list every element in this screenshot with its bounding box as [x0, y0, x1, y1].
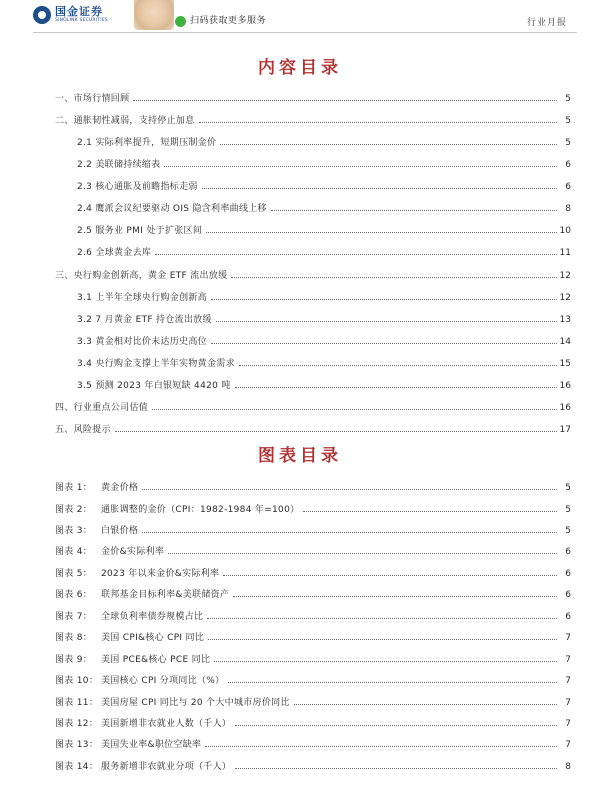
qr-code-area[interactable]	[122, 0, 182, 30]
figure-entry-label: 美国 PCE&核心 PCE 同比	[101, 655, 211, 665]
figure-entry[interactable]	[55, 651, 571, 665]
toc-entry-page: 15	[559, 359, 571, 369]
figure-entry[interactable]	[55, 694, 571, 708]
figure-dot-leader	[303, 510, 557, 512]
toc-entry-page: 8	[565, 204, 571, 214]
figure-entry-label: 黄金价格	[101, 483, 139, 493]
toc-entry-page: 12	[559, 271, 571, 281]
toc-entry-page: 17	[559, 425, 571, 435]
toc-entry-page: 6	[565, 182, 571, 192]
toc-dot-leader	[211, 342, 557, 344]
figure-entry-page: 7	[565, 719, 571, 729]
toc-entry-label: 三、央行购金创新高，黄金 ETF 流出放缓	[55, 271, 228, 281]
toc-entry-label: 2.3 核心通胀及前瞻指标走弱	[77, 182, 198, 192]
figure-entry-label: 金价&实际利率	[101, 547, 165, 557]
toc-dot-leader	[133, 99, 557, 101]
toc-dot-leader	[239, 364, 557, 366]
toc-entry[interactable]	[55, 112, 571, 126]
figure-entry[interactable]	[55, 736, 571, 750]
figure-dot-leader	[223, 574, 557, 576]
figure-entry[interactable]	[55, 715, 571, 729]
toc-dot-leader	[231, 276, 557, 278]
toc-entry-page: 14	[559, 337, 571, 347]
logo-chinese-name: 国金证券	[55, 5, 103, 19]
toc-entry[interactable]	[77, 355, 571, 369]
toc-entry-page: 12	[559, 293, 571, 303]
figure-entry[interactable]	[55, 479, 571, 493]
figure-entry[interactable]	[55, 522, 571, 536]
figure-dot-leader	[235, 724, 557, 726]
toc-entry-page: 16	[559, 381, 571, 391]
content-toc-title: 内容目录	[258, 58, 342, 78]
figure-entry-page: 5	[565, 483, 571, 493]
toc-dot-leader	[155, 253, 557, 255]
toc-entry[interactable]	[77, 134, 571, 148]
figure-entry-number: 图表 13：	[55, 740, 99, 750]
toc-entry[interactable]	[77, 178, 571, 192]
figure-dot-leader	[207, 617, 557, 619]
figure-dot-leader	[214, 660, 557, 662]
figure-dot-leader	[235, 767, 557, 769]
toc-dot-leader	[202, 187, 557, 189]
qr-prompt-text: 扫码获取更多服务	[190, 16, 267, 26]
figure-entry-label: 服务新增非农就业分项（千人）	[101, 762, 232, 772]
toc-dot-leader	[220, 143, 557, 145]
figure-entry-number: 图表 4：	[55, 547, 93, 557]
company-logo[interactable]	[33, 4, 108, 26]
figure-dot-leader	[205, 745, 557, 747]
figure-entry-label: 美国核心 CPI 分项同比（%）	[101, 676, 225, 686]
figure-entry-page: 8	[565, 762, 571, 772]
figure-entry[interactable]	[55, 565, 571, 579]
toc-dot-leader	[164, 165, 557, 167]
figure-entry-number: 图表 14：	[55, 762, 99, 772]
figure-dot-leader	[208, 638, 557, 640]
toc-entry-page: 16	[559, 403, 571, 413]
figure-entry-page: 7	[565, 676, 571, 686]
toc-dot-leader	[235, 386, 557, 388]
toc-entry[interactable]	[77, 333, 571, 347]
figure-entry-number: 图表 1：	[55, 483, 93, 493]
toc-entry-label: 3.4 央行购金支撑上半年实物黄金需求	[77, 359, 235, 369]
toc-dot-leader	[206, 231, 557, 233]
toc-entry-page: 5	[565, 116, 571, 126]
figure-entry[interactable]	[55, 543, 571, 557]
page-header	[0, 0, 600, 36]
toc-entry[interactable]	[55, 267, 571, 281]
toc-dot-leader	[216, 320, 557, 322]
figure-entry[interactable]	[55, 758, 571, 772]
figure-dot-leader	[228, 681, 557, 683]
figure-toc-title: 图表目录	[258, 446, 342, 466]
figure-entry[interactable]	[55, 629, 571, 643]
logo-english-name: SINOLINK SECURITIES	[55, 18, 108, 24]
figure-dot-leader	[233, 595, 557, 597]
figure-entry-page: 7	[565, 740, 571, 750]
figure-dot-leader	[168, 552, 557, 554]
qr-avatar-icon	[134, 0, 174, 30]
figure-entry-label: 美国房屋 CPI 同比与 20 个大中城市房价同比	[101, 698, 290, 708]
toc-dot-leader	[152, 408, 557, 410]
toc-entry-page: 13	[559, 315, 571, 325]
toc-entry-label: 2.5 服务业 PMI 处于扩张区间	[77, 226, 203, 236]
figure-entry-label: 2023 年以来金价&实际利率	[101, 569, 220, 579]
toc-entry-label: 3.1 上半年全球央行购金创新高	[77, 293, 207, 303]
toc-entry-label: 2.4 鹰派会议纪要驱动 OIS 隐含利率曲线上移	[77, 204, 267, 214]
figure-dot-leader	[142, 531, 557, 533]
figure-entry-number: 图表 9：	[55, 655, 93, 665]
toc-entry-label: 一、市场行情回顾	[55, 94, 130, 104]
figure-entry[interactable]	[55, 501, 571, 515]
toc-entry-label: 五、风险提示	[55, 425, 111, 435]
toc-entry-label: 3.5 预测 2023 年白银短缺 4420 吨	[77, 381, 231, 391]
toc-entry-label: 二、通胀韧性减弱，支持停止加息	[55, 116, 195, 126]
figure-entry-number: 图表 7：	[55, 612, 93, 622]
figure-entry-number: 图表 8：	[55, 633, 93, 643]
toc-entry-page: 11	[559, 248, 571, 258]
figure-entry-label: 美国新增非农就业人数（千人）	[101, 719, 232, 729]
figure-entry-page: 6	[565, 590, 571, 600]
toc-entry-label: 四、行业重点公司估值	[55, 403, 149, 413]
figure-entry[interactable]	[55, 608, 571, 622]
toc-entry-page: 6	[565, 160, 571, 170]
toc-dot-leader	[199, 121, 557, 123]
toc-dot-leader	[115, 430, 557, 432]
toc-entry[interactable]	[77, 244, 571, 258]
toc-entry[interactable]	[55, 399, 571, 413]
toc-dot-leader	[211, 298, 557, 300]
figure-entry-label: 美国失业率&职位空缺率	[101, 740, 202, 750]
logo-mark-icon	[33, 6, 51, 24]
figure-dot-leader	[294, 703, 557, 705]
toc-entry[interactable]	[55, 421, 571, 435]
toc-entry-label: 2.1 实际利率提升，短期压制金价	[77, 138, 217, 148]
figure-entry-page: 6	[565, 569, 571, 579]
figure-entry-number: 图表 6：	[55, 590, 93, 600]
figure-dot-leader	[142, 488, 557, 490]
toc-entry-page: 5	[565, 138, 571, 148]
toc-entry-label: 3.3 黄金相对比价未达历史高位	[77, 337, 207, 347]
figure-entry-label: 联邦基金目标利率&美联储资产	[101, 590, 230, 600]
toc-entry[interactable]	[77, 311, 571, 325]
toc-entry[interactable]	[77, 156, 571, 170]
figure-entry-page: 6	[565, 547, 571, 557]
figure-entry-number: 图表 2：	[55, 505, 93, 515]
report-type-label: 行业月报	[526, 18, 567, 28]
figure-entry-page: 5	[565, 505, 571, 515]
figure-entry-number: 图表 11：	[55, 698, 99, 708]
toc-entry[interactable]	[77, 222, 571, 236]
figure-entry[interactable]	[55, 672, 571, 686]
wechat-icon	[174, 15, 187, 28]
figure-entry-page: 7	[565, 698, 571, 708]
figure-entry-page: 7	[565, 655, 571, 665]
toc-entry[interactable]	[77, 289, 571, 303]
figure-entry-page: 6	[565, 612, 571, 622]
toc-entry[interactable]	[55, 90, 571, 104]
figure-entry-number: 图表 10：	[55, 676, 99, 686]
toc-entry-label: 2.6 全球黄金去库	[77, 248, 152, 258]
figure-entry-label: 通胀调整的金价（CPI：1982-1984 年=100）	[101, 505, 300, 515]
figure-entry-number: 图表 12：	[55, 719, 99, 729]
figure-entry-number: 图表 5：	[55, 569, 93, 579]
figure-entry-label: 美国 CPI&核心 CPI 同比	[101, 633, 205, 643]
toc-entry-label: 3.2 7 月黄金 ETF 持仓流出放缓	[77, 315, 212, 325]
figure-entry-number: 图表 3：	[55, 526, 93, 536]
figure-entry-page: 7	[565, 633, 571, 643]
toc-entry-page: 5	[565, 94, 571, 104]
figure-entry-label: 全球负利率债券规模占比	[101, 612, 204, 622]
toc-entry-label: 2.2 美联储持续缩表	[77, 160, 161, 170]
figure-entry[interactable]	[55, 586, 571, 600]
figure-entry-label: 白银价格	[101, 526, 139, 536]
toc-dot-leader	[271, 209, 557, 211]
toc-entry[interactable]	[77, 200, 571, 214]
toc-entry-page: 10	[559, 226, 571, 236]
toc-entry[interactable]	[77, 377, 571, 391]
header-divider	[33, 32, 577, 33]
figure-entry-page: 5	[565, 526, 571, 536]
